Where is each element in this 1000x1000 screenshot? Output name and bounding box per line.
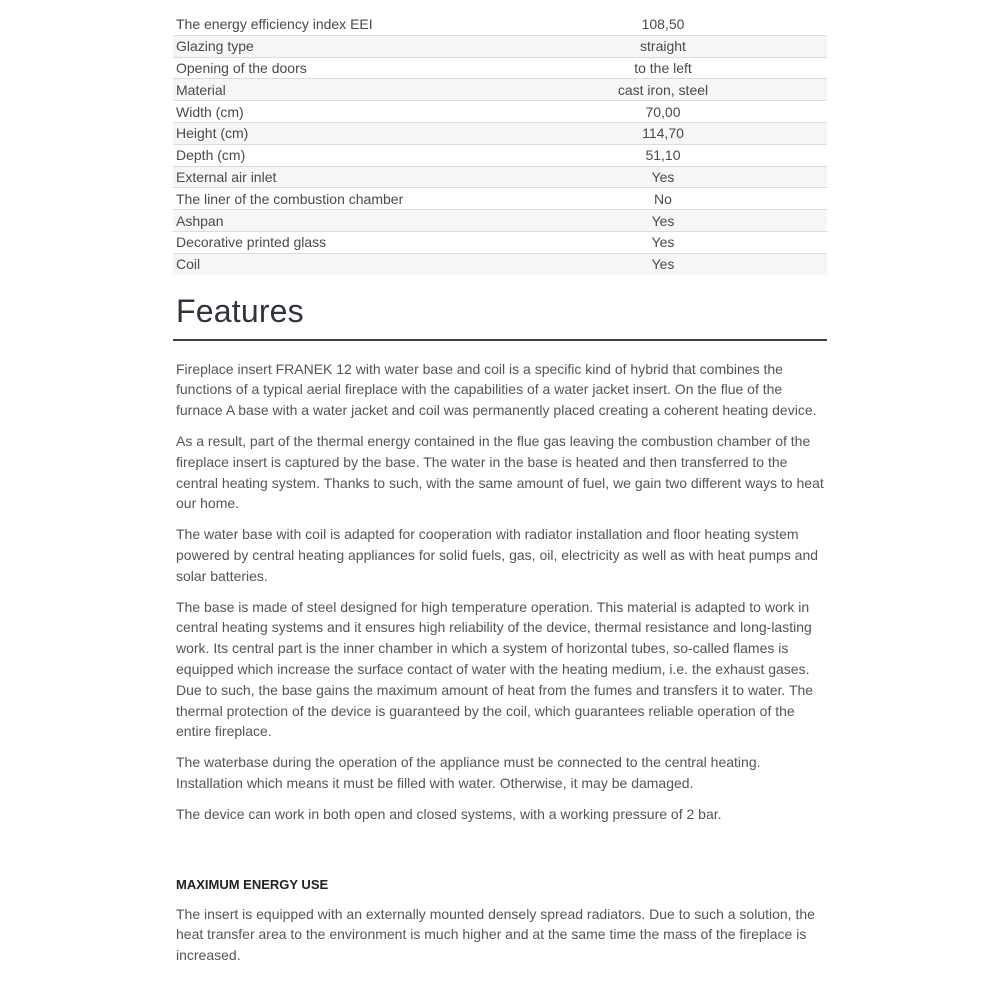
spec-label: Ashpan xyxy=(173,210,499,232)
spec-row xyxy=(173,57,827,79)
features-heading: Features xyxy=(173,291,827,341)
energy-text xyxy=(173,904,827,966)
spec-value: No xyxy=(499,188,827,210)
features-paragraph: The water base with coil is adapted for cooperation with radiator installation and floor heating system powered by central heating appliances for solid fuels, gas, oil, electricity as well as with heat pumps and solar batteries. xyxy=(176,526,819,584)
spec-row xyxy=(173,231,827,253)
spec-value: 70,00 xyxy=(499,101,827,123)
spec-value: 51,10 xyxy=(499,144,827,166)
spec-value: cast iron, steel xyxy=(499,79,827,101)
spec-row xyxy=(173,35,827,57)
features-paragraph: The waterbase during the operation of the appliance must be connected to the central heating. Installation which means it must be filled with water. Otherwise, it may be damaged. xyxy=(176,754,761,791)
content xyxy=(173,14,827,976)
spec-value: Yes xyxy=(499,166,827,188)
spec-label: Depth (cm) xyxy=(173,144,499,166)
spec-row xyxy=(173,188,827,210)
energy-paragraph: The insert is equipped with an externally mounted densely spread radiators. Due to such a solution, the heat transfer area to the environment is much higher and at the same time the mass of the fireplace is increased. xyxy=(176,905,815,964)
spec-label: Opening of the doors xyxy=(173,57,499,79)
spec-row xyxy=(173,14,827,35)
features-text xyxy=(173,359,827,825)
features-paragraph: Fireplace insert FRANEK 12 with water base and coil is a specific kind of hybrid that combines the functions of a typical aerial fireplace with the capabilities of a water jacket insert. On the flue of the furnace A base with a water jacket and coil was permanently placed creating a coherent heating device. xyxy=(176,360,817,419)
spec-value: Yes xyxy=(499,231,827,253)
specs-table xyxy=(173,14,827,275)
spec-value: 108,50 xyxy=(499,14,827,35)
spec-row xyxy=(173,101,827,123)
spec-label: Material xyxy=(173,79,499,101)
spec-value: to the left xyxy=(499,57,827,79)
spec-label: Coil xyxy=(173,253,499,274)
features-paragraph: The device can work in both open and closed systems, with a working pressure of 2 bar. xyxy=(176,805,722,822)
features-paragraph: The base is made of steel designed for high temperature operation. This material is adapted to work in central heating systems and it ensures high reliability of the device, thermal resistance and long-lasting work. Its central part is the inner chamber in which a system of horizontal tubes, so-called flames is equipped which increase the surface contact of water with the heating medium, i.e. the exhaust gases. Due to such, the base gains the maximum amount of heat from the fumes and transfers it to water. The thermal protection of the device is guaranteed by the coil, which guarantees reliable operation of the entire fireplace. xyxy=(176,598,814,740)
spec-row xyxy=(173,210,827,232)
spec-row xyxy=(173,122,827,144)
spec-row xyxy=(173,79,827,101)
features-paragraph: As a result, part of the thermal energy contained in the flue gas leaving the combustion chamber of the fireplace insert is captured by the base. The water in the base is heated and then transferred to the central heating system. Thanks to such, with the same amount of fuel, we gain two different ways to heat our home. xyxy=(176,432,824,512)
spec-label: Width (cm) xyxy=(173,101,499,123)
energy-heading: MAXIMUM ENERGY USE xyxy=(176,876,329,892)
spec-value: 114,70 xyxy=(499,122,827,144)
spec-label: Glazing type xyxy=(173,35,499,57)
spec-row xyxy=(173,166,827,188)
spec-label: Height (cm) xyxy=(173,122,499,144)
spec-label: The liner of the combustion chamber xyxy=(173,188,499,210)
spec-row xyxy=(173,253,827,274)
spec-label: The energy efficiency index EEI xyxy=(173,14,499,35)
spec-row xyxy=(173,144,827,166)
spec-label: External air inlet xyxy=(173,166,499,188)
spec-value: Yes xyxy=(499,253,827,274)
spec-value: straight xyxy=(499,35,827,57)
spec-label: Decorative printed glass xyxy=(173,231,499,253)
spec-value: Yes xyxy=(499,210,827,232)
